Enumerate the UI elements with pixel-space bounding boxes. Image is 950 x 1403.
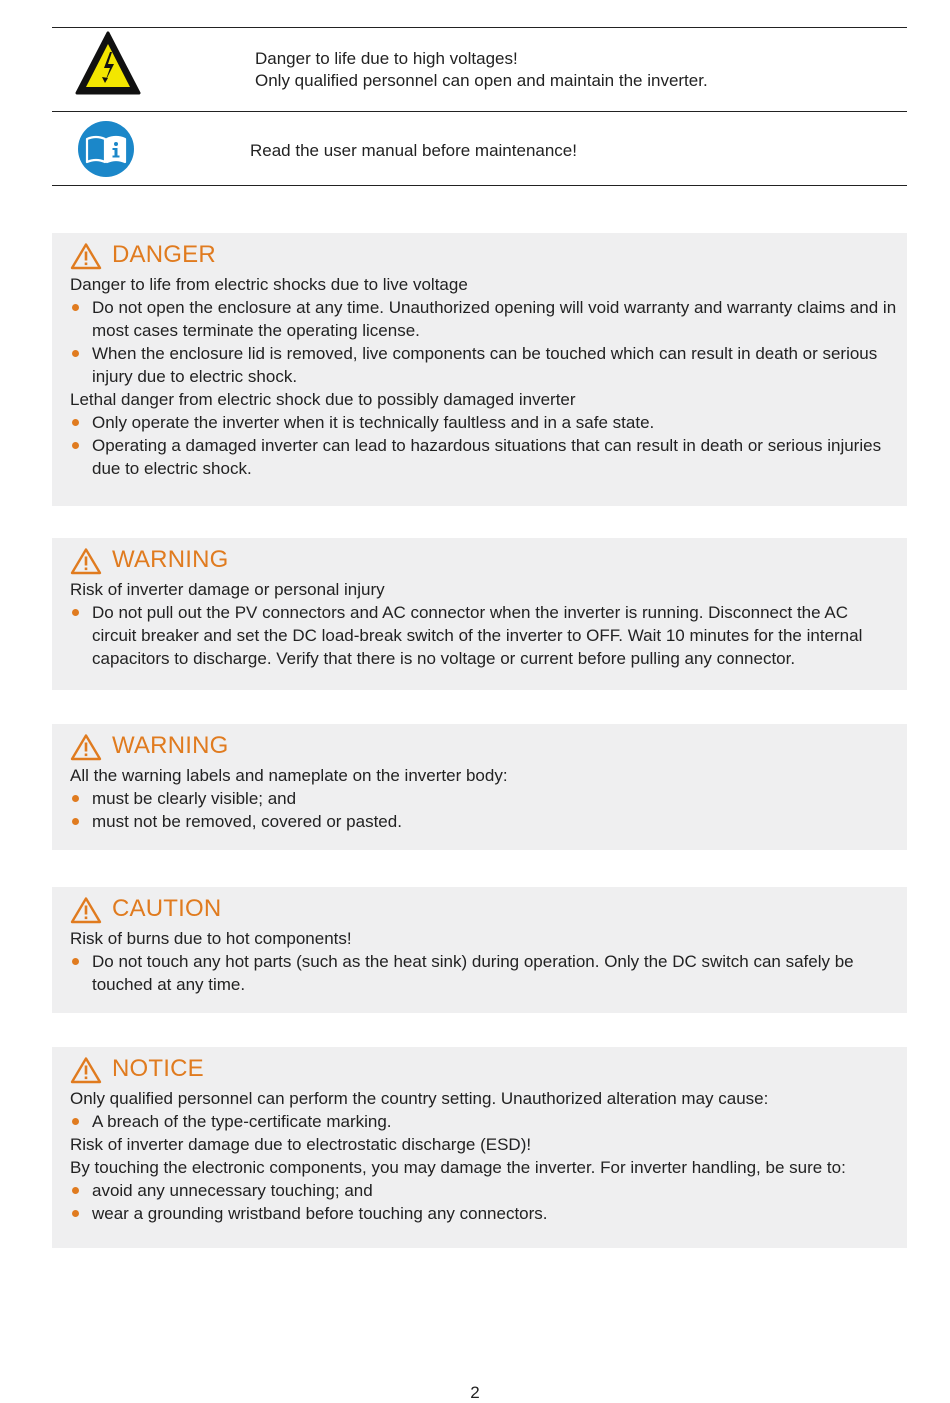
bullet-list: [70, 601, 897, 670]
box-header: [70, 731, 897, 761]
warning-icon: [70, 896, 102, 929]
box-paragraph: Risk of inverter damage due to electrostatic discharge (ESD)!: [70, 1135, 532, 1154]
box-title: NOTICE: [112, 1055, 204, 1082]
bullet-item: wear a grounding wristband before touching any connectors.: [70, 1202, 897, 1225]
box-title: WARNING: [112, 546, 229, 573]
bullet-list: [70, 950, 897, 996]
box-header: [70, 894, 897, 924]
symbol-text-line: Read the user manual before maintenance!: [250, 141, 577, 160]
safety-box-notice: [52, 1047, 907, 1248]
warning-icon: [70, 733, 102, 766]
symbol-text-line: Only qualified personnel can open and maintain the inverter.: [255, 71, 708, 90]
bullet-item: When the enclosure lid is removed, live components can be touched which can result in death or serious injury due to electric shock.: [70, 342, 897, 388]
bullet-item: avoid any unnecessary touching; and: [70, 1179, 897, 1202]
bullet-item: A breach of the type-certificate marking.: [70, 1110, 897, 1133]
box-header: [70, 545, 897, 575]
high-voltage-icon: [74, 30, 142, 101]
box-paragraph: Lethal danger from electric shock due to possibly damaged inverter: [70, 390, 576, 409]
bullet-item: Only operate the inverter when it is technically faultless and in a safe state.: [70, 411, 897, 434]
read-manual-icon: [77, 120, 135, 183]
symbol-text-line: Danger to life due to high voltages!: [255, 49, 518, 68]
box-paragraph: Risk of inverter damage or personal injury: [70, 580, 385, 599]
box-paragraph: All the warning labels and nameplate on the inverter body:: [70, 766, 508, 785]
symbol-table: [52, 27, 907, 186]
bullet-list: [70, 411, 897, 480]
bullet-item: Do not touch any hot parts (such as the heat sink) during operation. Only the DC switch can safely be touched at any time.: [70, 950, 897, 996]
box-header: [70, 240, 897, 270]
box-title: DANGER: [112, 241, 216, 268]
bullet-item: Do not pull out the PV connectors and AC connector when the inverter is running. Disconnect the AC circuit breaker and set the DC load-break switch of the inverter to OFF. Wait 10 minutes for the internal capacitors to discharge. Verify that there is no voltage or current before pulling any connector.: [70, 601, 897, 670]
box-title: CAUTION: [112, 895, 222, 922]
warning-icon: [70, 242, 102, 275]
symbol-row-high-voltage: [52, 27, 907, 111]
box-paragraph: By touching the electronic components, you may damage the inverter. For inverter handling, be sure to:: [70, 1158, 846, 1177]
warning-icon: [70, 547, 102, 580]
box-title: WARNING: [112, 732, 229, 759]
safety-box-caution: [52, 887, 907, 1013]
bullet-item: Do not open the enclosure at any time. Unauthorized opening will void warranty and warranty claims and in most cases terminate the operating license.: [70, 296, 897, 342]
bullet-item: must not be removed, covered or pasted.: [70, 810, 897, 833]
bullet-list: [70, 1110, 897, 1133]
safety-box-warning: [52, 724, 907, 850]
box-paragraph: Risk of burns due to hot components!: [70, 929, 352, 948]
box-header: [70, 1054, 897, 1084]
bullet-list: [70, 787, 897, 833]
bullet-list: [70, 1179, 897, 1225]
bullet-item: Operating a damaged inverter can lead to hazardous situations that can result in death or serious injuries due to electric shock.: [70, 434, 897, 480]
symbol-row-read-manual: [52, 111, 907, 186]
box-paragraph: Only qualified personnel can perform the country setting. Unauthorized alteration may cause:: [70, 1089, 769, 1108]
bullet-list: [70, 296, 897, 388]
warning-icon: [70, 1056, 102, 1089]
safety-box-danger: [52, 233, 907, 506]
box-paragraph: Danger to life from electric shocks due to live voltage: [70, 275, 468, 294]
safety-box-warning: [52, 538, 907, 690]
page-number: 2: [470, 1383, 480, 1402]
bullet-item: must be clearly visible; and: [70, 787, 897, 810]
